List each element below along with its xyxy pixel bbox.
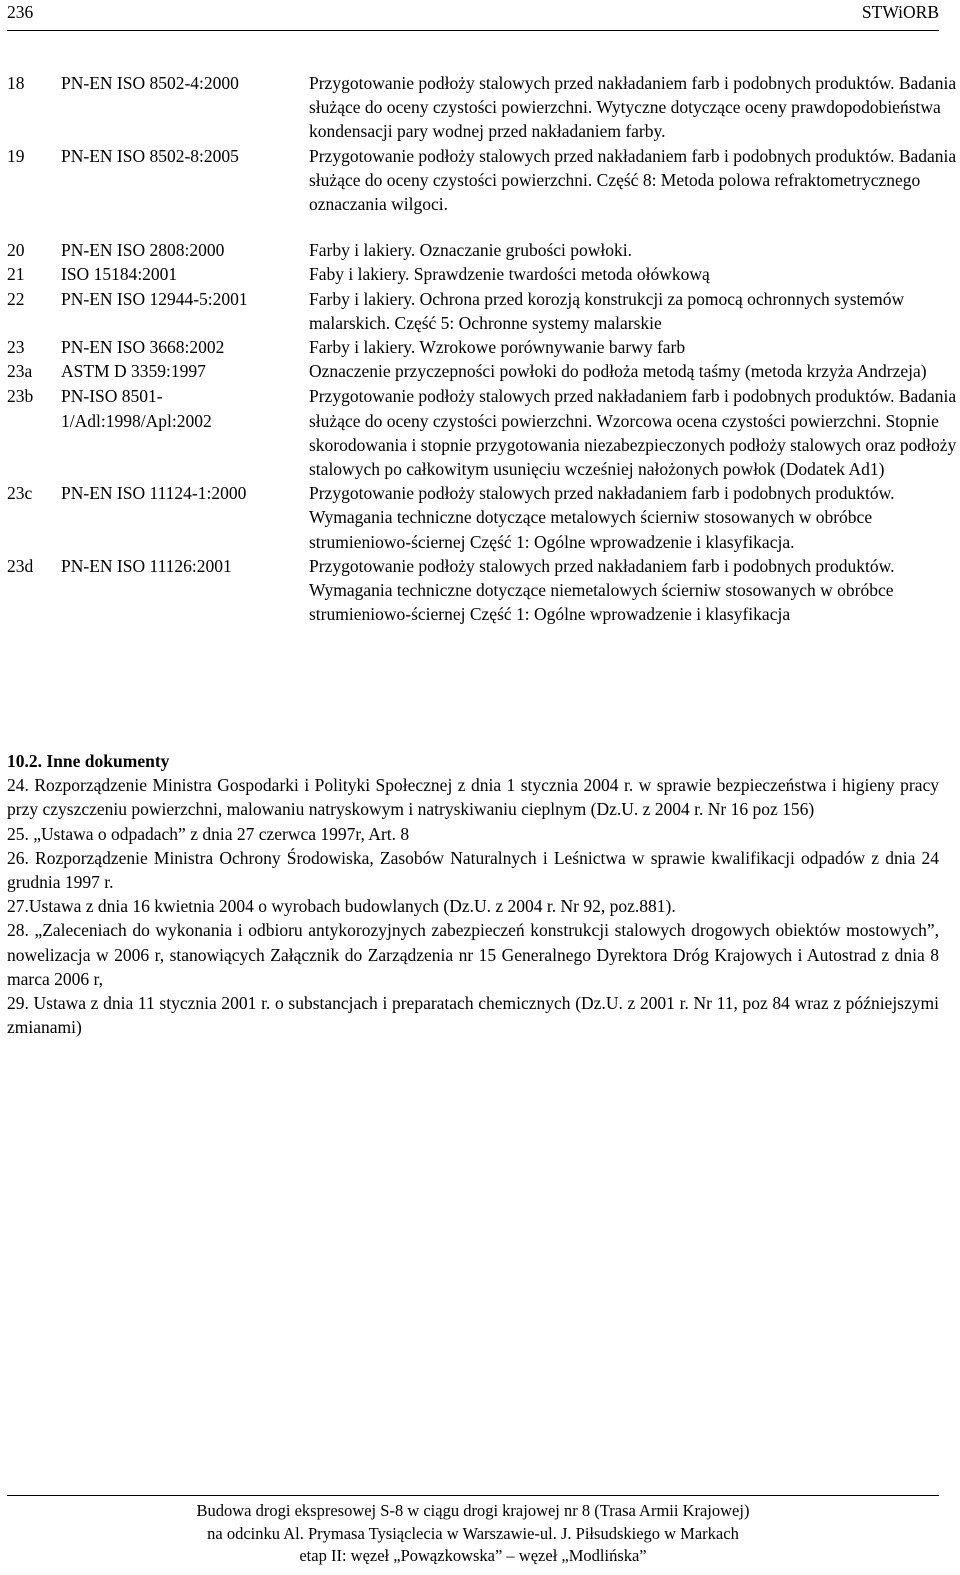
document-item: 27.Ustawa z dnia 16 kwietnia 2004 o wyrobach budowlanych (Dz.U. z 2004 r. Nr 92, poz.881). <box>7 896 676 917</box>
standard-number: 23 <box>7 337 25 358</box>
standard-description: Przygotowanie podłoży stalowych przed nakładaniem farb i podobnych produktów. Wymagania techniczne dotyczące metalowych ścierniw stosowanych w obróbce strumieniowo-ściernej Część 1: Ogólne wprowadzenie i klasyfikacja. <box>309 483 895 552</box>
standard-code: PN-EN ISO 2808:2000 <box>61 240 225 261</box>
page-number: 236 <box>7 2 34 22</box>
standard-row <box>7 287 957 335</box>
footer-line: na odcinku Al. Prymasa Tysiąclecia w Warszawie-ul. J. Piłsudskiego w Markach <box>207 1523 739 1543</box>
standard-description: Przygotowanie podłoży stalowych przed nakładaniem farb i podobnych produktów. Badania służące do oceny czystości powierzchni. Wytyczne dotyczące oceny prawdopodobieństwa kondensacji pary wodnej przed nakładaniem farby. <box>309 73 957 142</box>
standard-number: 23c <box>7 483 33 504</box>
standard-description: Przygotowanie podłoży stalowych przed nakładaniem farb i podobnych produktów. Wymagania techniczne dotyczące niemetalowych ścierniw stosowanych w obróbce strumieniowo-ściernej Część 1: Ogólne wprowadzenie i klasyfikacja <box>309 555 895 625</box>
document-code: STWiORB <box>861 2 939 22</box>
standard-number: 18 <box>7 73 25 93</box>
standard-code: PN-EN ISO 11124-1:2000 <box>61 483 247 504</box>
standard-row <box>7 144 957 217</box>
standard-code: PN-EN ISO 3668:2002 <box>61 337 225 358</box>
standard-row <box>7 335 957 359</box>
standard-code: ISO 15184:2001 <box>61 264 178 285</box>
page-footer <box>7 1495 939 1568</box>
standard-number: 19 <box>7 145 25 166</box>
footer-line: Budowa drogi ekspresowej S-8 w ciągu drogi krajowej nr 8 (Trasa Armii Krajowej) <box>196 1501 750 1520</box>
standard-code: PN-EN ISO 11126:2001 <box>61 555 232 576</box>
standard-number: 23a <box>7 361 33 382</box>
standard-description: Przygotowanie podłoży stalowych przed nakładaniem farb i podobnych produktów. Badania służące do oceny czystości powierzchni. Część 8: Metoda polowa refraktometrycznego oznaczania wilgoci. <box>309 145 957 215</box>
standard-row <box>7 262 957 286</box>
document-item: 25. „Ustawa o odpadach” z dnia 27 czerwca 1997r, Art. 8 <box>7 823 410 844</box>
section-heading: 10.2. Inne dokumenty <box>7 751 170 771</box>
standard-row <box>7 384 957 481</box>
standard-row <box>7 481 957 554</box>
standard-code: PN-EN ISO 8502-4:2000 <box>61 73 239 93</box>
document-item: 28. „Zaleceniach do wykonania i odbioru antykorozyjnych zabezpieczeń konstrukcji stalowych drogowych obiektów mostowych”, nowelizacja w 2006 r, stanowiących Załącznik do Zarządzenia nr 15 Generalnego Dyrektora Dróg Krajowych i Autostrad z dnia 8 marca 2006 r, <box>7 920 939 989</box>
document-item: 29. Ustawa z dnia 11 stycznia 2001 r. o substancjach i preparatach chemicznych (Dz.U. z 2001 r. Nr 11, poz 84 wraz z późniejszymi zmianami) <box>7 993 939 1038</box>
standard-row <box>7 71 957 144</box>
standard-description: Farby i lakiery. Wzrokowe porównywanie barwy farb <box>309 337 686 358</box>
footer-line: etap II: węzeł „Powązkowska” – węzeł „Modlińska” <box>299 1546 647 1565</box>
standard-number: 21 <box>7 264 25 285</box>
standard-number: 20 <box>7 240 25 261</box>
document-item: 24. Rozporządzenie Ministra Gospodarki i Polityki Społecznej z dnia 1 stycznia 2004 r. w sprawie bezpieczeństwa i higieny pracy przy czyszczeniu powierzchni, malowaniu natryskowym i natryskiwaniu cieplnym (Dz.U. z 2004 r. Nr 16 poz 156) <box>7 775 939 820</box>
standard-code: PN-EN ISO 8502-8:2005 <box>61 145 239 166</box>
standards-list <box>7 71 957 626</box>
standard-description: Farby i lakiery. Ochrona przed korozją konstrukcji za pomocą ochronnych systemów malarskich. Część 5: Ochronne systemy malarskie <box>309 288 905 333</box>
other-documents <box>7 749 939 1039</box>
standard-description: Oznaczenie przyczepności powłoki do podłoża metodą taśmy (metoda krzyża Andrzeja) <box>309 361 927 382</box>
standard-row <box>7 238 957 262</box>
standard-code: PN-ISO 8501-1/Adl:1998/Apl:2002 <box>61 386 212 431</box>
document-item: 26. Rozporządzenie Ministra Ochrony Środowiska, Zasobów Naturalnych i Leśnictwa w sprawie kwalifikacji odpadów z dnia 24 grudnia 1997 r. <box>7 847 939 893</box>
standard-number: 22 <box>7 288 25 309</box>
standard-code: PN-EN ISO 12944-5:2001 <box>61 288 248 309</box>
standard-number: 23d <box>7 555 34 576</box>
page-header <box>7 0 939 31</box>
standard-row <box>7 359 957 383</box>
standard-code: ASTM D 3359:1997 <box>61 361 206 382</box>
standard-description: Przygotowanie podłoży stalowych przed nakładaniem farb i podobnych produktów. Badania służące do oceny czystości powierzchni. Wzorcowa ocena czystości powierzchni. Stopnie skorodowania i stopnie przygotowania niezabezpieczonych podłoży stalowych oraz podłoży stalowych po całkowitym usunięciu wcześniej nałożonych powłok (Dodatek Ad1) <box>309 386 957 480</box>
standard-description: Faby i lakiery. Sprawdzenie twardości metoda ołówkową <box>309 264 710 285</box>
standard-row <box>7 554 957 627</box>
standard-number: 23b <box>7 386 34 407</box>
standard-description: Farby i lakiery. Oznaczanie grubości powłoki. <box>309 240 632 261</box>
